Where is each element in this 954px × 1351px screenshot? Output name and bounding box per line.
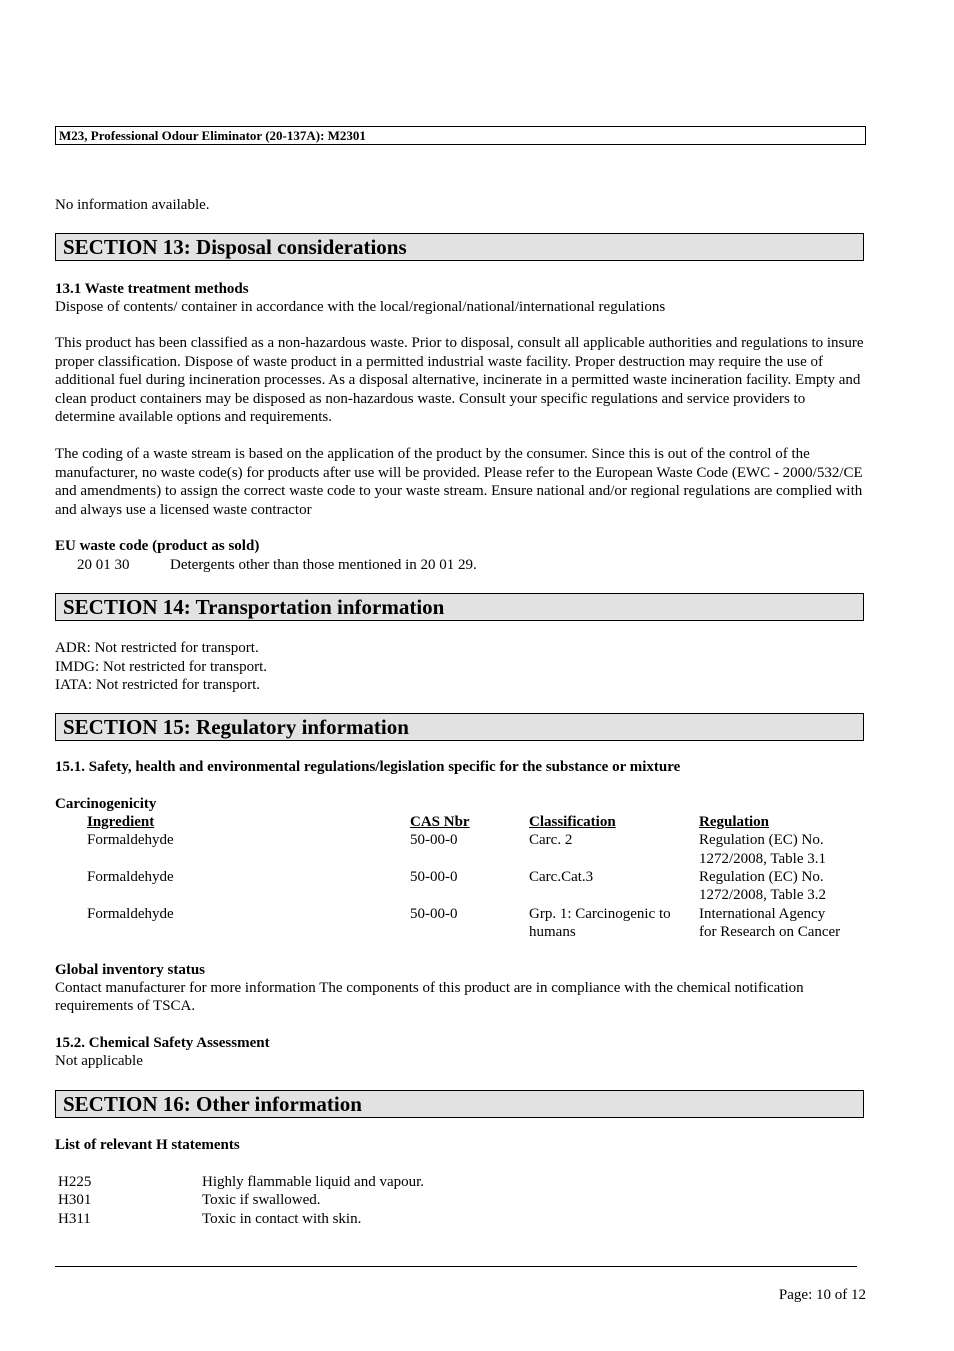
product-line: M23, Professional Odour Eliminator (20-137A): M2301: [59, 128, 366, 143]
section-15-title: SECTION 15: Regulatory information: [63, 715, 409, 739]
cell-cas: 50-00-0: [410, 906, 458, 922]
document-header-box: [55, 126, 866, 145]
h-text: Highly flammable liquid and vapour.: [202, 1174, 425, 1190]
cell-classification: Carc.Cat.3: [529, 869, 594, 885]
cell-cas: 50-00-0: [410, 869, 458, 885]
column-header-cas: CAS Nbr: [410, 814, 470, 830]
cell-ingredient: Formaldehyde: [87, 869, 174, 885]
transport-line-imdg: IMDG: Not restricted for transport.: [55, 659, 268, 675]
section-16-title: SECTION 16: Other information: [63, 1092, 362, 1116]
cell-regulation-cont: for Research on Cancer: [699, 924, 841, 940]
section-13-bar: [55, 233, 864, 261]
eu-waste-description: Detergents other than those mentioned in 20 01 29.: [170, 557, 477, 573]
cell-ingredient: Formaldehyde: [87, 832, 174, 848]
transport-line-iata: IATA: Not restricted for transport.: [55, 677, 260, 693]
eu-waste-code: 20 01 30: [77, 557, 130, 573]
column-header-classification: Classification: [529, 814, 616, 830]
global-inventory-line-1: Contact manufacturer for more information The components of this product are in compliance with the chemical notification: [55, 980, 804, 996]
cell-regulation-cont: 1272/2008, Table 3.1: [699, 851, 826, 867]
eu-waste-code-heading: EU waste code (product as sold): [55, 538, 260, 554]
cell-regulation: Regulation (EC) No.: [699, 869, 824, 885]
column-header-regulation: Regulation: [699, 814, 770, 830]
page-number: Page: 10 of 12: [778, 1287, 866, 1303]
h-code: H311: [58, 1211, 91, 1227]
cell-regulation: Regulation (EC) No.: [699, 832, 824, 848]
section-13-title: SECTION 13: Disposal considerations: [63, 235, 407, 259]
waste-treatment-heading: 13.1 Waste treatment methods: [55, 281, 249, 297]
chemical-safety-text: Not applicable: [55, 1053, 143, 1069]
cell-classification: Carc. 2: [529, 832, 573, 848]
cell-classification-cont: humans: [529, 924, 576, 940]
cell-classification: Grp. 1: Carcinogenic to: [529, 906, 671, 922]
h-statements-heading: List of relevant H statements: [55, 1137, 240, 1153]
section-16-bar: [55, 1090, 864, 1118]
footer-divider: [55, 1266, 857, 1267]
cell-ingredient: Formaldehyde: [87, 906, 174, 922]
section-14-bar: [55, 593, 864, 621]
carcinogenicity-heading: Carcinogenicity: [55, 796, 157, 812]
column-header-ingredient: Ingredient: [87, 814, 155, 830]
cell-regulation-cont: 1272/2008, Table 3.2: [699, 887, 826, 903]
h-code: H301: [58, 1192, 92, 1208]
h-text: Toxic in contact with skin.: [202, 1211, 362, 1227]
h-code: H225: [58, 1174, 92, 1190]
cell-cas: 50-00-0: [410, 832, 458, 848]
pre-text: No information available.: [55, 197, 210, 213]
cell-regulation: International Agency: [699, 906, 826, 922]
global-inventory-line-2: requirements of TSCA.: [55, 998, 196, 1014]
transport-line-adr: ADR: Not restricted for transport.: [55, 640, 259, 656]
chemical-safety-heading: 15.2. Chemical Safety Assessment: [55, 1035, 270, 1051]
global-inventory-heading: Global inventory status: [55, 962, 206, 978]
section-15-bar: [55, 713, 864, 741]
disposal-paragraph: This product has been classified as a non-hazardous waste. Prior to disposal, consult all applicable authorities and regulations to insure proper classification. Dispose of waste product in a permitted industrial waste facility. Proper destruction may require the use of additional fuel during incineration processes. As a disposal alternative, incinerate in a permitted waste incineration facility. Empty and clean product containers may be disposed as non-hazardous waste. Consult your specific regulations and service providers to determine available options and requirements.: [55, 335, 864, 425]
waste-coding-paragraph: The coding of a waste stream is based on the application of the product by the consumer. Since this is out of the control of the manufacturer, no waste code(s) for products after use will be provided. Please refer to the European Waste Code (EWC - 2000/532/CE and amendments) to assign the correct waste code to your waste stream. Ensure national and/or regional regulations are complied with and always use a licensed waste contractor: [55, 446, 863, 518]
h-text: Toxic if swallowed.: [202, 1192, 321, 1208]
section-14-title: SECTION 14: Transportation information: [63, 595, 445, 619]
waste-treatment-text: Dispose of contents/ container in accordance with the local/regional/national/international regulations: [55, 299, 666, 315]
regulations-heading: 15.1. Safety, health and environmental regulations/legislation specific for the substance or mixture: [55, 759, 681, 775]
